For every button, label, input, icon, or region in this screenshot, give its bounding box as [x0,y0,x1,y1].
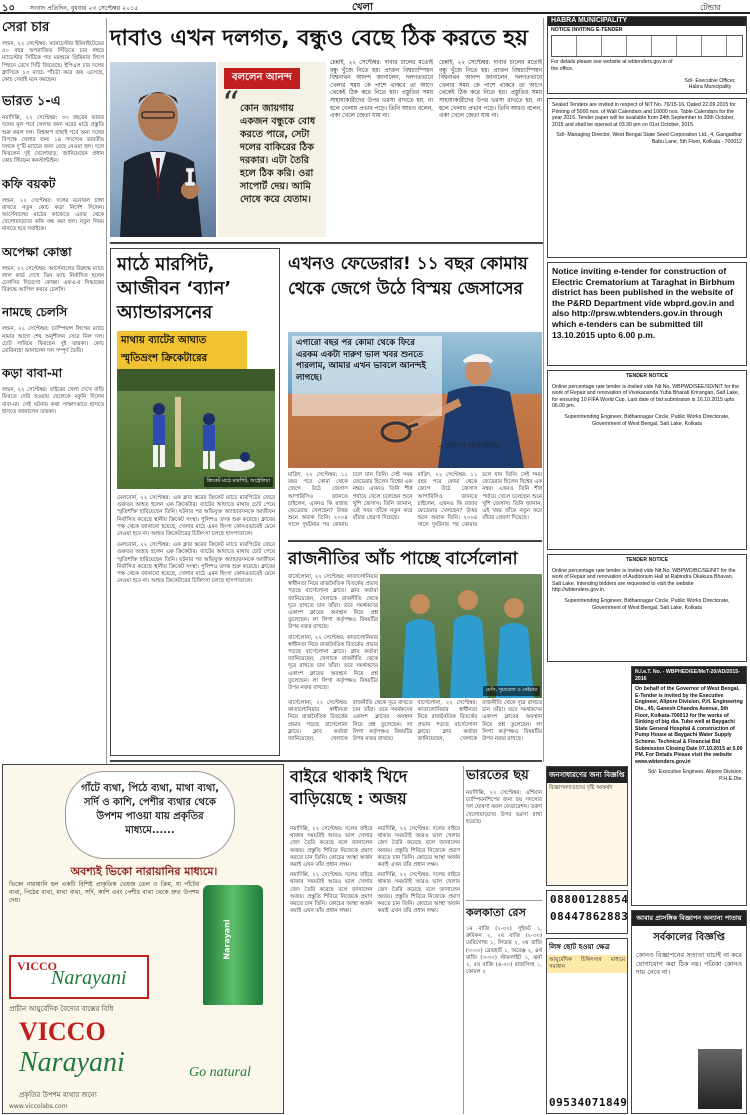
classified-notice-body: কোনও বিজ্ঞাপনের সত্যতা যাচাই না করে যোগাযোগ করা ঠিক নয়। পত্রিকা কোনও দায় নেবে না। [636,951,742,977]
tender-table [551,35,743,57]
classified-body: আয়ুর্বেদিক চিকিৎসার মাধ্যমে সমাধান [547,955,627,973]
chess-story-columns [330,60,542,238]
ajay-body: নয়াদিল্লি, ২২ সেপ্টেম্বর: দলের বাইরে থাকার সময়টাই আরও ভাল খেলার জেদ তৈরি করেছে বলে জানালেন অজয়। প্রস্তুতি শিবিরে নিজেকে প্রমাণ করতে চান তিনি। কোচের আস্থা অর্জন করাই এখন তাঁর প্রধান লক্ষ্য। [377,826,460,869]
barca-body-columns [288,574,378,692]
classified-notice-head: আবার প্রাসঙ্গিক বিজ্ঞাপন অন্যান্য পাতায় [632,911,746,926]
barca-body: বার্সেলোনা, ২২ সেপ্টেম্বর: কাতালোনিয়ার স্বাধীনতা নিয়ে রাজনৈতিক বিতর্কের প্রভাব পড়ছে বার্সেলোনা ক্লাবে। ক্লাব কর্তারা জানিয়েছেন, খেলাকে রাজনীতি থেকে দূরে রাখতে চান তাঁরা। তবে সমর্থকদের একাংশ ক্লাবের অবস্থান নিয়ে প্রশ্ন তুলেছেন। লা লিগা কর্তৃপক্ষও বিষয়টির উপর নজর রাখছে। [417,700,542,743]
vicco-bubble: গাঁটে ব্যথা, পিঠে ব্যথা, মাথা ব্যথা, সর্দি ও কাশি, পেশীর ব্যথার থেকে উপশম পাওয়া যায় প্রকৃতির মাধ্যমে...... [65,771,235,859]
federer-quote-box [292,336,442,416]
tender-sign: Superintending Engineer, Bidhannagar Circle, Public Works Directorate, Government of West Bengal, Salt Lake, Kolkata [564,597,730,611]
tender-body: For details please see website at wbtenders.gov.in of the office. [551,59,673,72]
chess-story-body: চেন্নাই, ২২ সেপ্টেম্বর: দাবার চালের মতোই বন্ধু খুঁজে নিতে হয়। প্রাক্তন বিশ্বচ্যাম্পিয়ন বিশ্বনাথন আনন্দ জানালেন, দলগতভাবে খেলার সময় কে পাশে থাকবে তা আগে থেকেই ঠিক করে নিতে হয়। প্রস্তুতির সময় সাহায্যকারীদের উপর ভরসা রাখতে হয়, না হলে খেলায় প্রভাব পড়ে। তিনি আরও বলেন, একা খেলে জেতা যায় না। [439,60,542,120]
vicco-big-brand: VICCO [19,1017,106,1046]
australia-headline: মাঠে মারপিট, আজীবন ‘ব্যান’ অ্যান্ডারসনের [117,254,232,323]
classified-photo [698,1049,742,1109]
classified-body: বিজ্ঞাপনদাতাদের দৃষ্টি আকর্ষণ [549,785,613,791]
tender-sign: Sd/- Executive Engineer, Alipore Division, P.H.E.Dte. [647,769,743,782]
tender-sign: Sd/- Managing Director, West Bengal State Seed Corporation Ltd., 4, Gangadhar Babu Lane, 5th Floor, Kolkata - 700012 [556,132,742,145]
ajay-headline: বাইরে থাকাই খিদে বাড়িয়েছে : অজয় [290,767,408,808]
races-story [466,904,542,1114]
brief-heading: কফি বয়কট [2,176,56,191]
tender-body: Sealed Tenders are invited in respect of NIT No. 76/15-16, Dated 22.09.2015 for Printing of 5000 nos. of Wall Calendars and 10000 nos. Table Calendars for the year 2016. Tender paper will be available from 24th September to 30th October, 2015 and shall be opened at 03.30 pm on 01st October, 2015. [552,102,736,128]
quote-box [218,62,326,237]
federer-quote-by: —জেসাস আপারিসিও [438,442,501,450]
tender-body: On behalf of the Governor of West Bengal, E-Tender is invited by the Executive Engineer, Alipore Division, P.H. Engineering Dte., 45, Ganesh Chandra Avenue, 5th Floor, Kolkata-700013 for the works of Sinking of big dia. Tube well at Baygachi State General Hospital & construction of Pump House at Baygachi Water Supply Scheme. Technical & Financial Bid Submission Closing Date 07.10.2015 at 5.00 PM. For Details Please visit the website www.wbtenders.gov.in [635,686,743,765]
vicco-tube [203,885,263,1005]
tender-section-label: টেন্ডার [700,3,721,12]
brief-body: লন্ডন, ২২ সেপ্টেম্বর: আর্সেনালের বিরুদ্ধে ম্যাচে লাল কার্ড দেখে তিন ম্যাচ নির্বাসিত হলেন চেলসির দিয়েগো কোস্তা। এফএ-র সিদ্ধান্তের বিরুদ্ধে আপিল করবে চেলসি। [2,265,104,294]
brief-body: নয়াদিল্লি, ২২ সেপ্টেম্বর: ৩৩ বছরের ভারত দলের মূল পর্বে খেলার জন্য ঘরের মাঠে প্রস্তুতি শুরু করল দল। বিশ্বকাপ বাছাই পর্বে অন্য দলের বিপক্ষে খেলার জন্য ১৪ সদস্যের ভারতীয় দলকে দু’টি ম্যাচের জন্য বেছে নেওয়া হল। দলে ফিরলেন দুই খেলোয়াড়, জানিয়েছেন প্রধান কোচ স্টিফেন কনস্টান্টাইন। [2,115,104,165]
tender-title: HABRA MUNICIPALITY [548,17,746,26]
australia-body: মেলবোর্ন, ২২ সেপ্টেম্বর: এক ক্লাব স্তরের ক্রিকেট ম্যাচে মারপিটের জেরে গুরুতর আহত হলেন এক ক্রিকেটার। ব্যাটের আঘাতে মাথায় চোট পেয়ে স্মৃতিশক্তি হারিয়েছেন তিনি। ঘটনার পর অভিযুক্ত অ্যান্ডারসনকে আজীবন নির্বাসিত করেছে স্থানীয় ক্রিকেট সংস্থা। পুলিশও তদন্ত শুরু করেছে। ক্লাবের পক্ষ থেকে জানানো হয়েছে, খেলার মাঠে এমন হিংসা কোনওভাবেই মেনে নেওয়া হবে না। আহত ক্রিকেটারের চিকিৎসা চলছে হাসপাতালে। [117,495,275,538]
federer-body-columns [288,472,542,536]
brief-body: লন্ডন, ২২ সেপ্টেম্বর: ম্যানচেস্টার ইউনাইটেডের ৫০ বছর অপরাজিত সিঁড়িতে চার নম্বরে ম্যাচেস্টার সিটিকে গত মরশুমে প্রিমিয়ার লিগে পিছনে রেখে সিটি জিতেছে। ইপিএল চার দলের ক্লাসিকে ১৩ ম্যাচে পাঁচটা করে জয় এসেছে, কোচ সেরাই মনে করছেন। [2,41,104,84]
ajay-body: নয়াদিল্লি, ২২ সেপ্টেম্বর: দলের বাইরে থাকার সময়টাই আরও ভাল খেলার জেদ তৈরি করেছে বলে জানালেন অজয়। প্রস্তুতি শিবিরে নিজেকে প্রমাণ করতে চান তিনি। কোচের আস্থা অর্জন করাই এখন তাঁর প্রধান লক্ষ্য। [290,826,373,869]
barca-photo [380,574,542,698]
vicco-strip: প্রাচীন আয়ুর্বেদিক বৈদ্যের বাক্সের বিধি [9,1005,114,1013]
barca-body-lower [288,700,542,756]
tender-title: TENDER NOTICE [625,557,669,563]
federer-headline: এখনও ফেডেরার! ১১ বছর কোমায় থেকে জেগে উঠে বিস্ময় জেসাসের [288,254,528,299]
races-headline: কলকাতা রেস [466,906,526,919]
brief-heading: কড়া বাবা-মা [2,366,63,381]
tender-pwd-1 [547,370,747,550]
classified-phone[interactable]: 09534071849 [549,1096,628,1109]
anand-photo [110,62,216,237]
vicco-body: ভিকো নারায়ানি হল একটি বিশিষ্ট প্রাকৃতিক ভেষজ তেল ও ক্রিম, যা গাঁটের ব্যথা, পিঠের ব্যথা, মাথা ব্যথা, সর্দি, কাশি এবং পেশীর ব্যথা থেকে দ্রুত উপশম দেয়। [9,881,199,904]
barca-body: বার্সেলোনা, ২২ সেপ্টেম্বর: কাতালোনিয়ার স্বাধীনতা নিয়ে রাজনৈতিক বিতর্কের প্রভাব পড়ছে বার্সেলোনা ক্লাবে। ক্লাব কর্তারা জানিয়েছেন, খেলাকে রাজনীতি থেকে দূরে রাখতে চান তাঁরা। তবে সমর্থকদের একাংশ ক্লাবের অবস্থান নিয়ে প্রশ্ন তুলেছেন। লা লিগা কর্তৃপক্ষও বিষয়টির উপর নজর রাখছে। [288,634,378,692]
main-headline: দাবাও এখন দলগত, বন্ধুও বেছে ঠিক করতে হয় [110,26,528,51]
tender-pwd-2 [547,554,747,662]
cricket-brawl-photo [117,369,275,489]
vicco-logo-box [9,955,149,999]
classified-ad-1 [546,766,628,886]
brief-heading: অপেক্ষা কোস্তা [2,244,72,259]
ajay-body: নয়াদিল্লি, ২২ সেপ্টেম্বর: দলের বাইরে থাকার সময়টাই আরও ভাল খেলার জেদ তৈরি করেছে বলে জানালেন অজয়। প্রস্তুতি শিবিরে নিজেকে প্রমাণ করতে চান তিনি। কোচের আস্থা অর্জন করাই এখন তাঁর প্রধান লক্ষ্য। [377,872,460,915]
quote-tag: বললেন আনন্দ [224,68,300,89]
tender-title: N.I.e.T. No. - WBPHED/EE/MeT-20/AD/2015-2016 [632,667,746,684]
india-six-story [466,766,542,896]
quote-mark-icon: “ [222,84,240,124]
photo-caption: মেসি, সুয়ারেজ ও নেইমার [483,686,540,696]
vicco-brand: VICCO [17,959,58,973]
brief-heading: সেরা চার [2,20,50,35]
masthead [0,0,750,14]
vicco-advertisement [2,764,284,1114]
federer-body: মাদ্রিদ, ২২ সেপ্টেম্বর: ১১ বছর পরে কোমা থেকে জেগে উঠে জেসাস আপারিসিও জানতে চাইলেন, এখনও কি রজার ফেডেরার খেলছেন? উত্তর শুনে অবাক তিনি। ২০০৪ সালে দুর্ঘটনার পর কোমায় চলে যান তিনি। সেই সময় ফেডেরার ছিলেন বিশ্বের এক নম্বর। এখনও তিনি শীর্ষ পর্যায়ে খেলে চলেছেন শুনে খুশি জেসাস। তিনি জানান, এই খবর তাঁকে নতুন করে বাঁচার প্রেরণা দিয়েছে। [417,472,542,529]
paper-date: সংবাদ প্রতিদিন, বুধবার ২৩ সেপ্টেম্বর ২০১৫ [30,5,139,12]
barca-headline: রাজনীতির আঁচ পাচ্ছে বার্সেলোনা [288,549,518,569]
tender-title: TENDER NOTICE [625,373,669,379]
barca-body: বার্সেলোনা, ২২ সেপ্টেম্বর: কাতালোনিয়ার স্বাধীনতা নিয়ে রাজনৈতিক বিতর্কের প্রভাব পড়ছে বার্সেলোনা ক্লাবে। ক্লাব কর্তারা জানিয়েছেন, খেলাকে রাজনীতি থেকে দূরে রাখতে চান তাঁরা। তবে সমর্থকদের একাংশ ক্লাবের অবস্থান নিয়ে প্রশ্ন তুলেছেন। লা লিগা কর্তৃপক্ষও বিষয়টির উপর নজর রাখছে। [288,700,413,743]
classified-notice-title: সর্বকালের বিজ্ঞপ্তি [653,932,725,943]
vicco-natural: Go natural [189,1065,251,1080]
chess-story-body: চেন্নাই, ২২ সেপ্টেম্বর: দাবার চালের মতোই বন্ধু খুঁজে নিতে হয়। প্রাক্তন বিশ্বচ্যাম্পিয়ন বিশ্বনাথন আনন্দ জানালেন, দলগতভাবে খেলার সময় কে পাশে থাকবে তা আগে থেকেই ঠিক করে নিতে হয়। প্রস্তুতির সময় সাহায্যকারীদের উপর ভরসা রাখতে হয়, না হলে খেলায় প্রভাব পড়ে। তিনি আরও বলেন, একা খেলে জেতা যায় না। [330,60,433,120]
tender-seed-corp [547,98,747,258]
tender-prd [547,262,747,366]
classified-ad-2 [546,938,628,1114]
federer-body: মাদ্রিদ, ২২ সেপ্টেম্বর: ১১ বছর পরে কোমা থেকে জেগে উঠে জেসাস আপারিসিও জানতে চাইলেন, এখনও কি রজার ফেডেরার খেলছেন? উত্তর শুনে অবাক তিনি। ২০০৪ সালে দুর্ঘটনার পর কোমায় চলে যান তিনি। সেই সময় ফেডেরার ছিলেন বিশ্বের এক নম্বর। এখনও তিনি শীর্ষ পর্যায়ে খেলে চলেছেন শুনে খুশি জেসাস। তিনি জানান, এই খবর তাঁকে নতুন করে বাঁচার প্রেরণা দিয়েছে। [288,472,413,529]
vicco-line: প্রকৃতির উপশম ব্যথার জন্যে [19,1091,97,1099]
tender-phed [631,666,747,906]
tender-sign: Superintending Engineer, Bidhannagar Circle, Public Works Directorate, Government of West Bengal, Salt Lake, Kolkata [564,413,730,427]
classified-title: জনসাধারণের জন্য বিজ্ঞপ্তি [547,767,627,783]
tender-body: Online percentage rate tender is invited vide Nit No. WBPWD/BC/SE/NIT for the work of Repair and renovation of Auditorium Hall at Rabindra Okakura Bhavan, Salt Lake. Intending bidders are requested to visit the website http://wbtenders.gov.in. [552,567,736,594]
australia-subhead: মাথায় ব্যাটের আঘাত [117,331,247,352]
page-number: ১০ [2,3,15,14]
brief-heading: নামছে চেলসি [2,305,68,320]
classified-phones [546,890,628,934]
india-six-body: নয়াদিল্লি, ২২ সেপ্টেম্বর: এশিয়ান চ্যাম্পিয়নশিপের জন্য ছয় সদস্যের দল ঘোষণা করল ফেডারেশন। তরুণ খেলোয়াড়দের উপর ভরসা রাখা হয়েছে। [466,790,542,825]
races-body: ১ম বাজি (২-০০) সুইফট ১, রুবিকন ২, ২য় বাজি (২-৩০) মেরিগোল্ড ১, লিডার ২, ৩য় বাজি (৩-০০) ব্রেভহার্ট ১, অরেঞ্জ ২, ৪র্থ বাজি (৩-৩০) স্টারলাইট ১, ঝর্না ২, ৫ম বাজি (৪-০০) রাজসিংহ ১, কোমল ২ [466,926,542,976]
classified-phone[interactable]: 08447862883 [550,910,629,923]
tender-subtitle: NOTICE INVITING E-TENDER [551,26,623,33]
australia-body: মেলবোর্ন, ২২ সেপ্টেম্বর: এক ক্লাব স্তরের ক্রিকেট ম্যাচে মারপিটের জেরে গুরুতর আহত হলেন এক ক্রিকেটার। ব্যাটের আঘাতে মাথায় চোট পেয়ে স্মৃতিশক্তি হারিয়েছেন তিনি। ঘটনার পর অভিযুক্ত অ্যান্ডারসনকে আজীবন নির্বাসিত করেছে স্থানীয় ক্রিকেট সংস্থা। পুলিশও তদন্ত শুরু করেছে। ক্লাবের পক্ষ থেকে জানানো হয়েছে, খেলার মাঠে এমন হিংসা কোনওভাবেই মেনে নেওয়া হবে না। আহত ক্রিকেটারের চিকিৎসা চলছে হাসপাতালে। [117,542,275,585]
left-briefs-column [2,18,104,798]
brief-body: লন্ডন, ২২ সেপ্টেম্বর: চ্যাম্পিয়ন্স লিগের ম্যাচে নামার আগে শেষ অনুশীলন সেরে নিল দল। চোট সারিয়ে ফিরছেন দুই তারকা। কোচ মোরিনহো জানালেন দল সম্পূর্ণ তৈরি। [2,326,104,355]
brief-body: লন্ডন, ২২ সেপ্টেম্বর: দলের মনোবল চাঙ্গা রাখতে নতুন কোচ কড়া নির্দেশ দিলেন। আর্সেনালের মাঠের কাফেতে এবার থেকে খেলোয়াড়দের কফি বন্ধ করা হল। নতুন নিয়ম মানতে হবে সবাইকে। [2,197,104,233]
australia-subhead: স্মৃতিভ্রংশ ক্রিকেটারের [117,349,247,370]
tender-body: Notice inviting e-tender for construction of Electric Crematorium at Taraghat in Birbhum district has been published in the website of the P&RD Department vide wbprd.gov.in and also http://prsw.wbtenders.gov.in through which e-tenders can be submitted till 13.10.2015 upto 6.00 p.m. [552,266,735,340]
tender-sign: Sd/- Executive Officer, Habra Municipality [684,77,736,91]
brief-heading: ভারত ১-এ [2,94,61,110]
classified-notice-box [631,910,747,1114]
tube-label: Narayani [222,919,232,960]
vicco-product: Narayani [51,967,127,989]
vicco-tagline: অবশ্যই ভিকো নারায়ানির মাধ্যমে। [70,865,218,878]
quote-text: কোন জায়গায় একজন বন্ধুকে বোধ করতে পারে, সেটা দলের বাকিরের ঠিক দরকার। এটা তৈরি হলে ঠিক করি। ওরা সাপোর্ট দেয়। আমি দোষে করে যেতাম। [240,103,316,205]
ajay-body-columns [290,826,460,1114]
tender-habra [547,16,747,94]
section-name: খেলা [352,2,373,13]
barca-body: বার্সেলোনা, ২২ সেপ্টেম্বর: কাতালোনিয়ার স্বাধীনতা নিয়ে রাজনৈতিক বিতর্কের প্রভাব পড়ছে বার্সেলোনা ক্লাবে। ক্লাব কর্তারা জানিয়েছেন, খেলাকে রাজনীতি থেকে দূরে রাখতে চান তাঁরা। তবে সমর্থকদের একাংশ ক্লাবের অবস্থান নিয়ে প্রশ্ন তুলেছেন। লা লিগা কর্তৃপক্ষও বিষয়টির উপর নজর রাখছে। [288,574,378,631]
classified-phone[interactable]: 08800128854 [550,893,629,906]
ajay-body: নয়াদিল্লি, ২২ সেপ্টেম্বর: দলের বাইরে থাকার সময়টাই আরও ভাল খেলার জেদ তৈরি করেছে বলে জানালেন অজয়। প্রস্তুতি শিবিরে নিজেকে প্রমাণ করতে চান তিনি। কোচের আস্থা অর্জন করাই এখন তাঁর প্রধান লক্ষ্য। [290,872,373,915]
australia-body-columns [117,495,275,751]
india-six-headline: ভারতের ছয় [466,768,529,783]
vicco-big-product: Narayani [19,1047,125,1078]
tender-body: Online percentage rate tender is invited vide Nit No. WBPWD/SEE/SD/NIT for the work of Repair and renovation of Vivekananda Yuba Bharati Krirangan, Salt Lake, for ensuring 10 FIFA World Cup. Last date of bid submission is 16.10.2015 upto 06.00 pm. [552,383,740,410]
federer-quote: এগারো বছর পর কোমা থেকে ফিরে এরকম একটা দারুণ ভাল খবর শুনতে পারলাম, আমার এখন ভাবলে আনন্দই লাগছে। [296,338,426,383]
classified-title: লিঙ্গ ছোট হওয়া ক্ষেত্র [549,943,610,951]
vicco-web: www.viccolabs.com [9,1103,68,1110]
photo-caption: ক্রিকেট মাঠে মারপিট, অস্ট্রেলিয়া [204,477,273,487]
brief-body: লন্ডন, ২২ সেপ্টেম্বর: বাইরের খেলা দেখে বাড়ি ফিরতে দেরি হওয়ায় ছেলেকে বকুনি দিলেন বাবা-মা। সেই ঘটনার কথা সাক্ষাৎকারে হাসতে হাসতে জানালেন তারকা। [2,387,104,415]
australia-story [110,248,280,756]
chess-player-illustration [110,62,216,237]
